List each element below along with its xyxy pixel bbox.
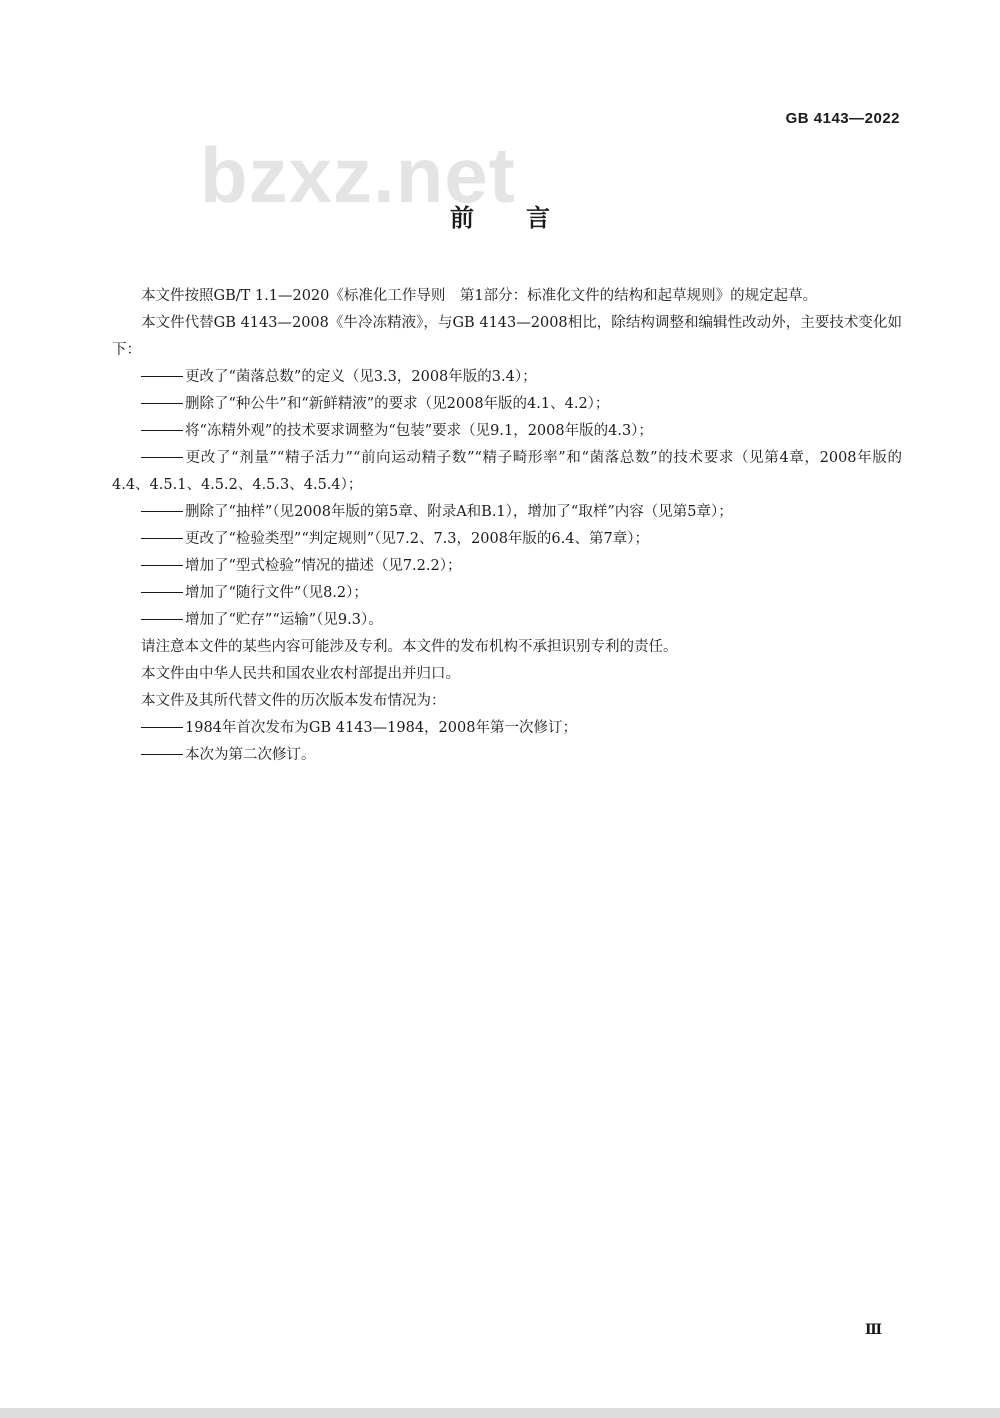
page-number: Ⅲ xyxy=(864,1322,882,1338)
dash-mark xyxy=(141,376,183,377)
page-title: 前言 xyxy=(450,204,602,232)
change-item: 删除了“抽样”（见2008年版的第5章、附录A和B.1），增加了“取样”内容（见第5章）； xyxy=(112,499,902,526)
dash-mark xyxy=(141,403,183,404)
dash-mark xyxy=(141,592,183,593)
change-item: 删除了“种公牛”和“新鲜精液”的要求（见2008年版的4.1、4.2）； xyxy=(112,391,902,418)
dash-mark xyxy=(141,511,183,512)
dash-mark xyxy=(141,754,183,755)
change-item: 增加了“贮存”“运输”（见9.3）。 xyxy=(112,607,902,634)
dash-mark xyxy=(141,538,183,539)
dash-mark xyxy=(141,619,183,620)
paragraph-replaces: 本文件代替GB 4143—2008《牛冷冻精液》，与GB 4143—2008相比，除结构调整和编辑性改动外，主要技术变化如下： xyxy=(112,315,902,358)
paragraph-proposed-by: 本文件由中华人民共和国农业农村部提出并归口。 xyxy=(141,666,460,682)
history-item: 本次为第二次修订。 xyxy=(112,742,902,769)
change-item: 更改了“菌落总数”的定义（见3.3，2008年版的3.4）； xyxy=(112,364,902,391)
paragraph-drafting-rules: 本文件按照GB/T 1.1—2020《标准化工作导则 第1部分：标准化文件的结构和起草规则》的规定起草。 xyxy=(141,288,818,304)
dash-mark xyxy=(141,565,183,566)
change-item: 更改了“检验类型”“判定规则”（见7.2、7.3，2008年版的6.4、第7章）； xyxy=(112,526,902,553)
dash-mark xyxy=(141,727,183,728)
paragraph-history-intro: 本文件及其所代替文件的历次版本发布情况为： xyxy=(141,693,446,709)
foreword-body xyxy=(112,283,902,769)
history-item: 1984年首次发布为GB 4143—1984，2008年第一次修订； xyxy=(112,715,902,742)
watermark: bzxz.net xyxy=(200,131,516,219)
change-item: 增加了“随行文件”（见8.2）； xyxy=(112,580,902,607)
change-item: 将“冻精外观”的技术要求调整为“包装”要求（见9.1，2008年版的4.3）； xyxy=(112,418,902,445)
change-item: 增加了“型式检验”情况的描述（见7.2.2）； xyxy=(112,553,902,580)
change-item: 更改了“剂量”“精子活力”“前向运动精子数”“精子畸形率”和“菌落总数”的技术要求（见第4章，2008年版的4.4、4.5.1、4.5.2、4.5.3、4.5.4）； xyxy=(112,450,902,493)
dash-mark xyxy=(141,430,183,431)
page-bottom-edge xyxy=(0,1408,1000,1418)
dash-mark xyxy=(141,457,183,458)
paragraph-patent-notice: 请注意本文件的某些内容可能涉及专利。本文件的发布机构不承担识别专利的责任。 xyxy=(141,639,678,655)
standard-code: GB 4143—2022 xyxy=(785,110,900,127)
